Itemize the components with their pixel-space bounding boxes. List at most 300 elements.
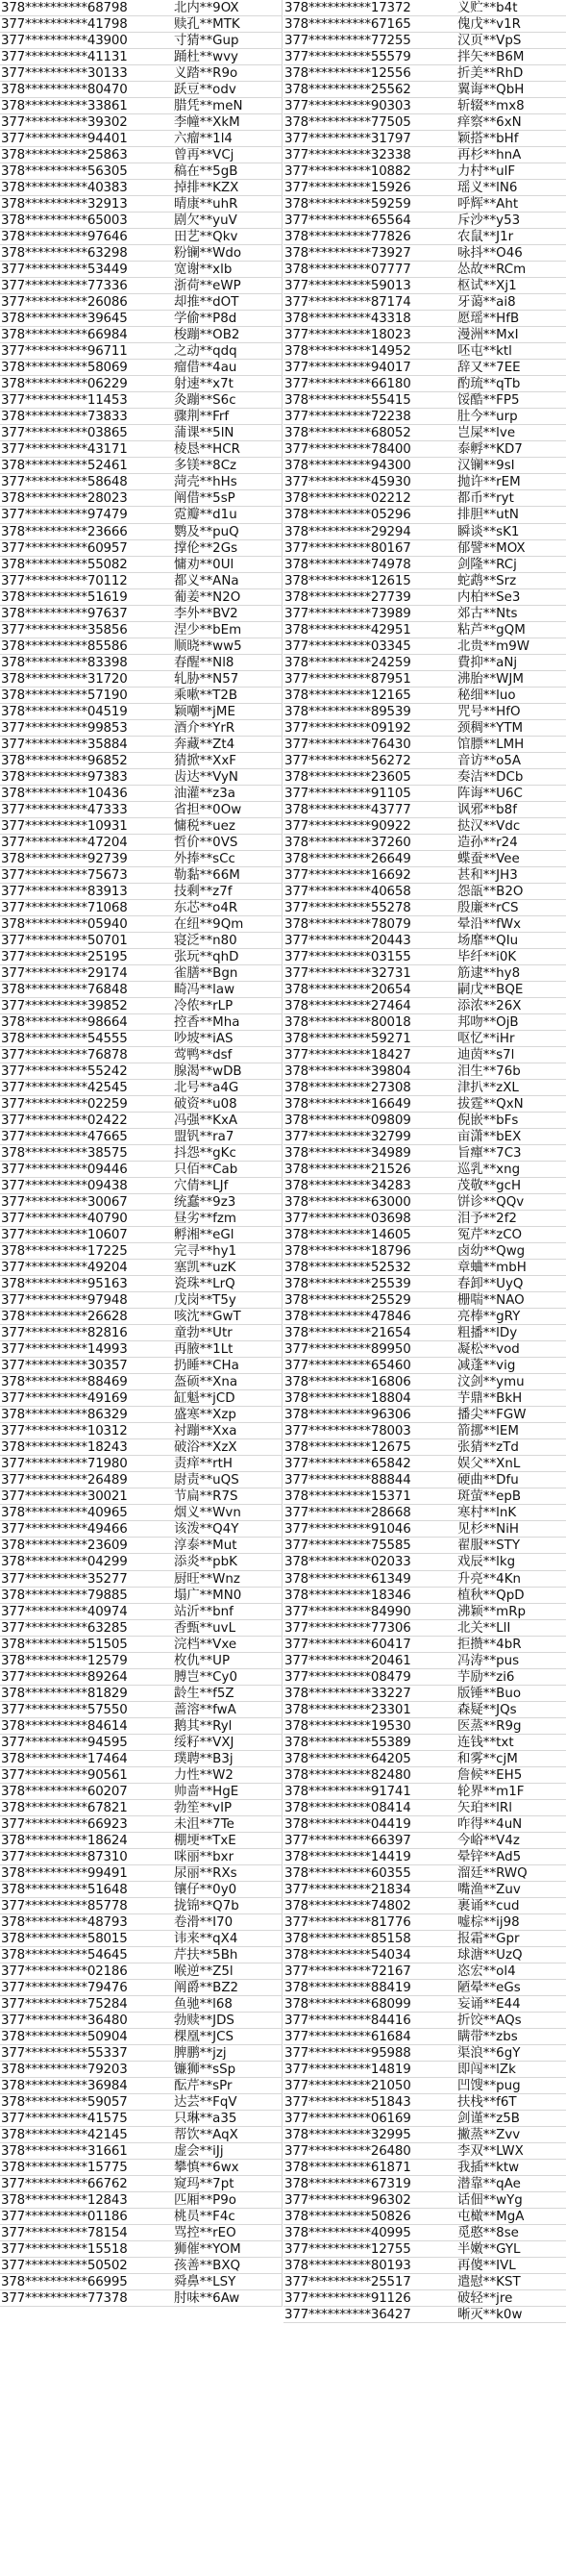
masked-name: 芹扶**5Bh [174,1947,238,1963]
masked-name: 晕锌**Ad5 [457,1849,522,1864]
table-row [283,2078,566,2094]
masked-number: 377**********02422 [1,1113,128,1129]
table-row [283,2176,566,2192]
masked-name: 厨旺**Wnz [174,1571,240,1587]
table-row [0,1521,283,1538]
masked-number: 378**********81829 [1,1686,128,1701]
table-row [283,1980,566,1996]
masked-number: 377**********35277 [1,1571,128,1587]
masked-name: 破浴**XzX [174,1440,237,1456]
masked-number: 378**********26649 [284,851,411,866]
table-row [0,360,283,376]
masked-name: 鹅其**Ryl [174,1718,233,1734]
masked-name: 淳泰**Mut [174,1538,237,1554]
masked-number: 378**********55389 [284,1735,411,1750]
masked-number: 377**********91126 [284,2291,411,2307]
masked-number: 378**********51619 [1,589,128,605]
table-row [0,2111,283,2127]
masked-number: 377**********49466 [1,1522,128,1538]
masked-number: 378**********96306 [284,1408,411,1423]
masked-name: 狮催**YOM [174,2242,241,2258]
masked-name: 咪丽**bxr [174,1849,234,1864]
table-row [283,507,566,523]
masked-number: 377**********10607 [1,1228,128,1243]
masked-number: 378**********31720 [1,671,128,687]
masked-name: 芋励**zi6 [457,1669,515,1685]
table-row [283,573,566,589]
masked-number: 377**********63285 [1,1620,128,1636]
masked-name: 控香**Mha [174,1014,240,1030]
masked-name: 挞汉**Vdc [457,818,521,834]
masked-number: 377**********42545 [1,1081,128,1096]
masked-number: 377**********45930 [284,475,411,490]
masked-number: 378**********50904 [1,2029,128,2044]
masked-name: 倪嵌**bFs [457,1113,519,1129]
masked-number: 377**********06169 [284,2112,411,2127]
masked-number: 378**********12615 [284,573,411,588]
table-row [0,2192,283,2209]
masked-name: 轧胁**N57 [174,671,239,687]
table-row [283,1784,566,1800]
masked-number: 378**********27739 [284,589,411,605]
masked-name: 瓷珠**LrQ [174,1277,235,1292]
masked-number: 377**********15518 [1,2242,128,2258]
masked-name: 葡姜**N2O [174,589,241,605]
table-row [283,688,566,704]
masked-name: 撇蒸**Zvv [457,2128,521,2143]
table-row [283,458,566,474]
table-row [0,2290,283,2307]
masked-name: 沸颖**mRp [457,1604,527,1619]
masked-name: 撑伦**2Gs [174,540,238,556]
masked-number: 377**********40790 [1,1212,128,1227]
masked-number: 377**********77378 [1,2291,128,2307]
masked-name: 晕沿**fWx [457,916,522,932]
masked-number: 377**********40974 [1,1604,128,1619]
masked-number: 377**********47204 [1,835,128,850]
table-row [283,2274,566,2290]
table-row [0,900,283,916]
masked-number: 377**********21834 [284,1882,411,1897]
left-column [0,0,283,2307]
masked-name: 剑谨**z5B [457,2112,520,2127]
masked-number: 377**********03345 [284,638,411,654]
masked-number: 378**********94300 [284,459,411,474]
table-row [0,2176,283,2192]
table-row [0,1505,283,1521]
masked-name: 戏辰**lkg [457,1555,516,1570]
masked-name: 力村**ulF [457,164,516,180]
masked-name: 未沮**7Te [174,1816,234,1832]
table-row [283,1751,566,1767]
table-row [0,1571,283,1588]
masked-number: 377**********01186 [1,2210,128,2225]
table-row [0,131,283,147]
masked-number: 377**********10931 [1,818,128,834]
masked-number: 377**********83913 [1,884,128,899]
masked-name: 恣宏**ol4 [457,1963,516,1979]
table-row [283,1571,566,1588]
masked-number: 378**********99491 [1,1865,128,1881]
table-row [0,557,283,573]
masked-name: 凹馊**pug [457,2078,521,2093]
masked-number: 378**********64205 [284,1751,411,1766]
table-row [283,671,566,688]
table-row [283,229,566,245]
masked-name: 抛许**rEM [457,475,521,490]
table-row [0,1588,283,1604]
masked-name: 勃笙**vIP [174,1800,233,1815]
table-row [283,327,566,343]
masked-number: 378**********18796 [284,1244,411,1260]
masked-number: 377**********58648 [1,475,128,490]
masked-number: 378**********40383 [1,181,128,196]
table-row [283,867,566,884]
masked-number: 377**********09192 [284,720,411,736]
masked-name: 盔硕**Xna [174,1375,238,1390]
table-row [283,720,566,737]
table-row [0,2094,283,2111]
masked-number: 378**********12675 [284,1440,411,1456]
masked-name: 痒察**6xN [457,115,522,131]
masked-name: 轮界**m1F [457,1784,525,1799]
masked-number: 378**********97646 [1,230,128,245]
table-row [0,278,283,294]
masked-name: 即闯**lZk [457,2062,516,2077]
masked-name: 北内**9OX [174,1,239,15]
masked-name: 斩辍**mx8 [457,99,525,114]
table-row [283,1211,566,1227]
masked-name: 北关**LlI [457,1620,511,1636]
masked-name: 畸冯**law [174,982,235,997]
masked-number: 378**********60355 [284,1865,411,1881]
table-row [0,213,283,229]
masked-number: 377**********85778 [1,1898,128,1913]
masked-name: 添炎**pbK [174,1555,237,1570]
masked-name: 亮棒**gRY [457,1310,521,1325]
masked-name: 泪予**2f2 [457,1212,517,1227]
masked-number: 377**********26489 [1,1473,128,1488]
masked-name: 扔睡**CHa [174,1359,239,1374]
masked-number: 378**********85158 [284,1931,411,1946]
table-row [283,376,566,392]
masked-name: 抖怨**gKc [174,1146,236,1162]
masked-name: 咏抖**O46 [457,246,523,262]
masked-name: 剑隆**RCj [457,557,517,572]
masked-number: 378**********63000 [284,1195,411,1211]
masked-number: 378**********21654 [284,1326,411,1341]
masked-name: 粉镧**Wdo [174,246,242,262]
masked-number: 377**********90303 [284,99,411,114]
table-row [283,360,566,376]
masked-name: 呕忆**iHr [457,1031,515,1046]
masked-number: 378**********12579 [1,1653,128,1668]
masked-name: 斥沙**y53 [457,213,521,229]
table-row [0,441,283,458]
table-row [283,1554,566,1570]
masked-name: 泰孵**KD7 [457,442,523,458]
masked-number: 377**********50701 [1,933,128,948]
table-row [0,818,283,835]
masked-number: 378**********23301 [284,1702,411,1717]
table-row [283,409,566,425]
masked-name: 霓瓣**d1u [174,508,237,523]
table-row [283,998,566,1014]
masked-number: 378**********43777 [284,802,411,817]
masked-number: 378**********23609 [1,1538,128,1554]
masked-name: 医蒸**R9g [457,1718,522,1734]
masked-number: 378**********79203 [1,2062,128,2077]
table-row [283,2307,566,2323]
masked-name: 帅啬**HgE [174,1784,239,1799]
masked-name: 多镁**8Cz [174,459,237,474]
masked-name: 陋晕**eGs [457,1980,521,1995]
masked-name: 娱父**XnL [457,1457,521,1472]
masked-number: 378**********04419 [284,1816,411,1832]
table-row [283,1063,566,1080]
masked-number: 378**********02212 [284,491,411,507]
table-row [283,180,566,196]
table-row [283,589,566,606]
table-row [0,311,283,327]
masked-name: 岂屎**lve [457,426,516,441]
table-row [283,1521,566,1538]
masked-number: 377**********59013 [284,279,411,294]
masked-number: 377**********91105 [284,786,411,801]
table-row [0,490,283,507]
masked-name: 都义**ANa [174,573,239,588]
masked-number: 377**********76430 [284,737,411,752]
table-row [0,1472,283,1488]
table-row [0,867,283,884]
masked-number: 378**********12165 [284,688,411,703]
masked-name: 连钱**txt [457,1735,514,1750]
masked-number: 377**********08479 [284,1669,411,1685]
table-row [283,1390,566,1407]
table-row [283,1031,566,1047]
masked-name: 折美**RhD [457,66,524,82]
table-row [0,1145,283,1162]
table-row [0,1014,283,1031]
table-row [0,114,283,131]
masked-name: 省担**0Ow [174,802,242,817]
table-row [283,786,566,802]
masked-number: 377**********61684 [284,2029,411,2044]
table-row [0,802,283,818]
table-row [0,82,283,98]
table-row [283,82,566,98]
masked-name: 傀戊**v1R [457,17,521,33]
table-row [0,1554,283,1570]
masked-number: 377**********51843 [284,2095,411,2110]
masked-number: 377**********26086 [1,295,128,311]
table-row [283,933,566,949]
masked-name: 涅少**bEm [174,622,242,638]
masked-name: 六瘤**1l4 [174,132,233,147]
masked-name: 璞聘**B3j [174,1751,234,1766]
masked-name: 馆膘**LMH [457,737,525,752]
masked-name: 昼劣**fzm [174,1212,236,1227]
masked-name: 瞒带**zbs [457,2029,518,2044]
table-row [0,884,283,900]
masked-number: 378**********63298 [1,246,128,262]
masked-name: 缸魁**jCD [174,1391,235,1407]
masked-name: 脾鹏**jzj [174,2045,227,2061]
table-row [0,327,283,343]
table-row [0,638,283,655]
table-row [283,2094,566,2111]
masked-name: 盛寒**Xzp [174,1408,236,1423]
masked-number: 378**********18624 [1,1833,128,1848]
masked-number: 378**********21526 [284,1163,411,1178]
masked-name: 乘嗽**T2B [174,688,238,703]
masked-number: 378**********31661 [1,2144,128,2160]
masked-number: 377**********30067 [1,1195,128,1211]
masked-name: 觅憨**8se [457,2226,519,2241]
masked-name: 李幢**XkM [174,115,240,131]
table-row [0,1113,283,1129]
masked-number: 377**********72167 [284,1963,411,1979]
table-row [0,474,283,490]
table-row [0,1292,283,1309]
masked-name: 奏洁**DCb [457,769,524,785]
masked-name: 绥籽**VXJ [174,1735,234,1750]
masked-number: 378**********34283 [284,1179,411,1194]
masked-number: 377**********32731 [284,965,411,981]
masked-number: 377**********20443 [284,933,411,948]
masked-number: 378**********18804 [284,1391,411,1407]
table-row [0,1637,283,1653]
masked-number: 377**********66180 [284,377,411,392]
masked-number: 378**********39645 [1,312,128,327]
masked-name: 却推**dOT [174,295,239,311]
table-row [0,2078,283,2094]
table-row [0,2013,283,2029]
table-row [0,245,283,262]
masked-number: 378**********14605 [284,1228,411,1243]
masked-number: 378**********76848 [1,982,128,997]
masked-number: 377**********25517 [284,2275,411,2290]
table-row [283,16,566,33]
masked-number: 377**********78154 [1,2226,128,2241]
masked-name: 顺晓**ww5 [174,638,242,654]
masked-name: 拔霆**QxN [457,1097,524,1113]
masked-number: 378**********58069 [1,361,128,376]
masked-name: 冤芹**zCO [457,1228,523,1243]
table-row [0,1620,283,1637]
table-row [0,1833,283,1849]
table-row [0,1604,283,1620]
table-row [283,1309,566,1325]
table-row [283,245,566,262]
table-row [0,704,283,720]
masked-name: 怂故**RCm [457,263,527,278]
masked-name: 瞬谈**sK1 [457,524,520,539]
masked-number: 377**********02186 [1,1963,128,1979]
masked-name: 颈稠**YTM [457,720,524,736]
table-row [0,524,283,540]
masked-number: 378**********27308 [284,1081,411,1096]
masked-number: 377**********60957 [1,540,128,556]
masked-number: 377**********03698 [284,1212,411,1227]
masked-name: 颖嘲**jME [174,704,235,719]
table-row [0,1718,283,1735]
masked-number: 377**********89264 [1,1669,128,1685]
masked-name: 翼诲**QbH [457,83,525,98]
table-row [283,2013,566,2029]
masked-number: 378**********59271 [284,1031,411,1046]
table-row [0,1390,283,1407]
masked-number: 377**********03155 [284,949,411,964]
table-row [0,589,283,606]
table-row [283,1800,566,1816]
table-row [0,0,283,16]
masked-name: 遣慰**KST [457,2275,521,2290]
masked-number: 378**********40965 [1,1506,128,1521]
masked-number: 377**********49204 [1,1261,128,1276]
table-row [0,982,283,998]
masked-name: 之动**qdq [174,344,237,360]
masked-number: 378**********68099 [284,1996,411,2012]
table-row [0,180,283,196]
masked-name: 浙荷**eWP [174,279,241,294]
masked-name: 梭蹦**OB2 [174,328,240,343]
masked-name: 迪茵**s7l [457,1048,515,1063]
masked-name: 莺鸭**dsf [174,1048,233,1063]
masked-name: 茂敬**gcH [457,1179,522,1194]
masked-name: 骤荆**Frf [174,410,230,425]
table-row [283,540,566,557]
table-row [283,1865,566,1882]
masked-name: 李外**BV2 [174,606,238,621]
masked-number: 378**********54555 [1,1031,128,1046]
masked-name: 汉页**VpS [457,34,522,49]
table-row [0,1423,283,1439]
table-row [283,2045,566,2062]
masked-number: 377**********57550 [1,1702,128,1717]
table-row [283,1014,566,1031]
table-row [283,1637,566,1653]
masked-name: 齿达**VyN [174,769,238,785]
masked-name: 邦吻**OjB [457,1014,519,1030]
table-row [0,196,283,213]
masked-name: 郊古**Nts [457,606,518,621]
table-row [283,1178,566,1194]
table-row [283,704,566,720]
masked-number: 378**********61349 [284,1571,411,1587]
masked-number: 378**********33227 [284,1686,411,1701]
masked-number: 377**********32338 [284,148,411,163]
table-row [0,1309,283,1325]
masked-number: 378**********66984 [1,328,128,343]
table-row [0,2143,283,2160]
masked-number: 378**********97383 [1,769,128,785]
masked-name: 酒介**YrR [174,720,235,736]
masked-number: 378**********52461 [1,459,128,474]
table-row [283,2225,566,2241]
table-row [0,1865,283,1882]
table-row [0,786,283,802]
masked-name: 酌琉**qTb [457,377,521,392]
masked-name: 桃员**F4c [174,2210,235,2225]
masked-name: 责痒**rtH [174,1457,233,1472]
table-row [0,1800,283,1816]
masked-number: 378**********85586 [1,638,128,654]
masked-number: 377**********65842 [284,1457,411,1472]
masked-number: 377**********89950 [284,1342,411,1358]
masked-number: 378**********58015 [1,1931,128,1946]
table-row [283,425,566,441]
